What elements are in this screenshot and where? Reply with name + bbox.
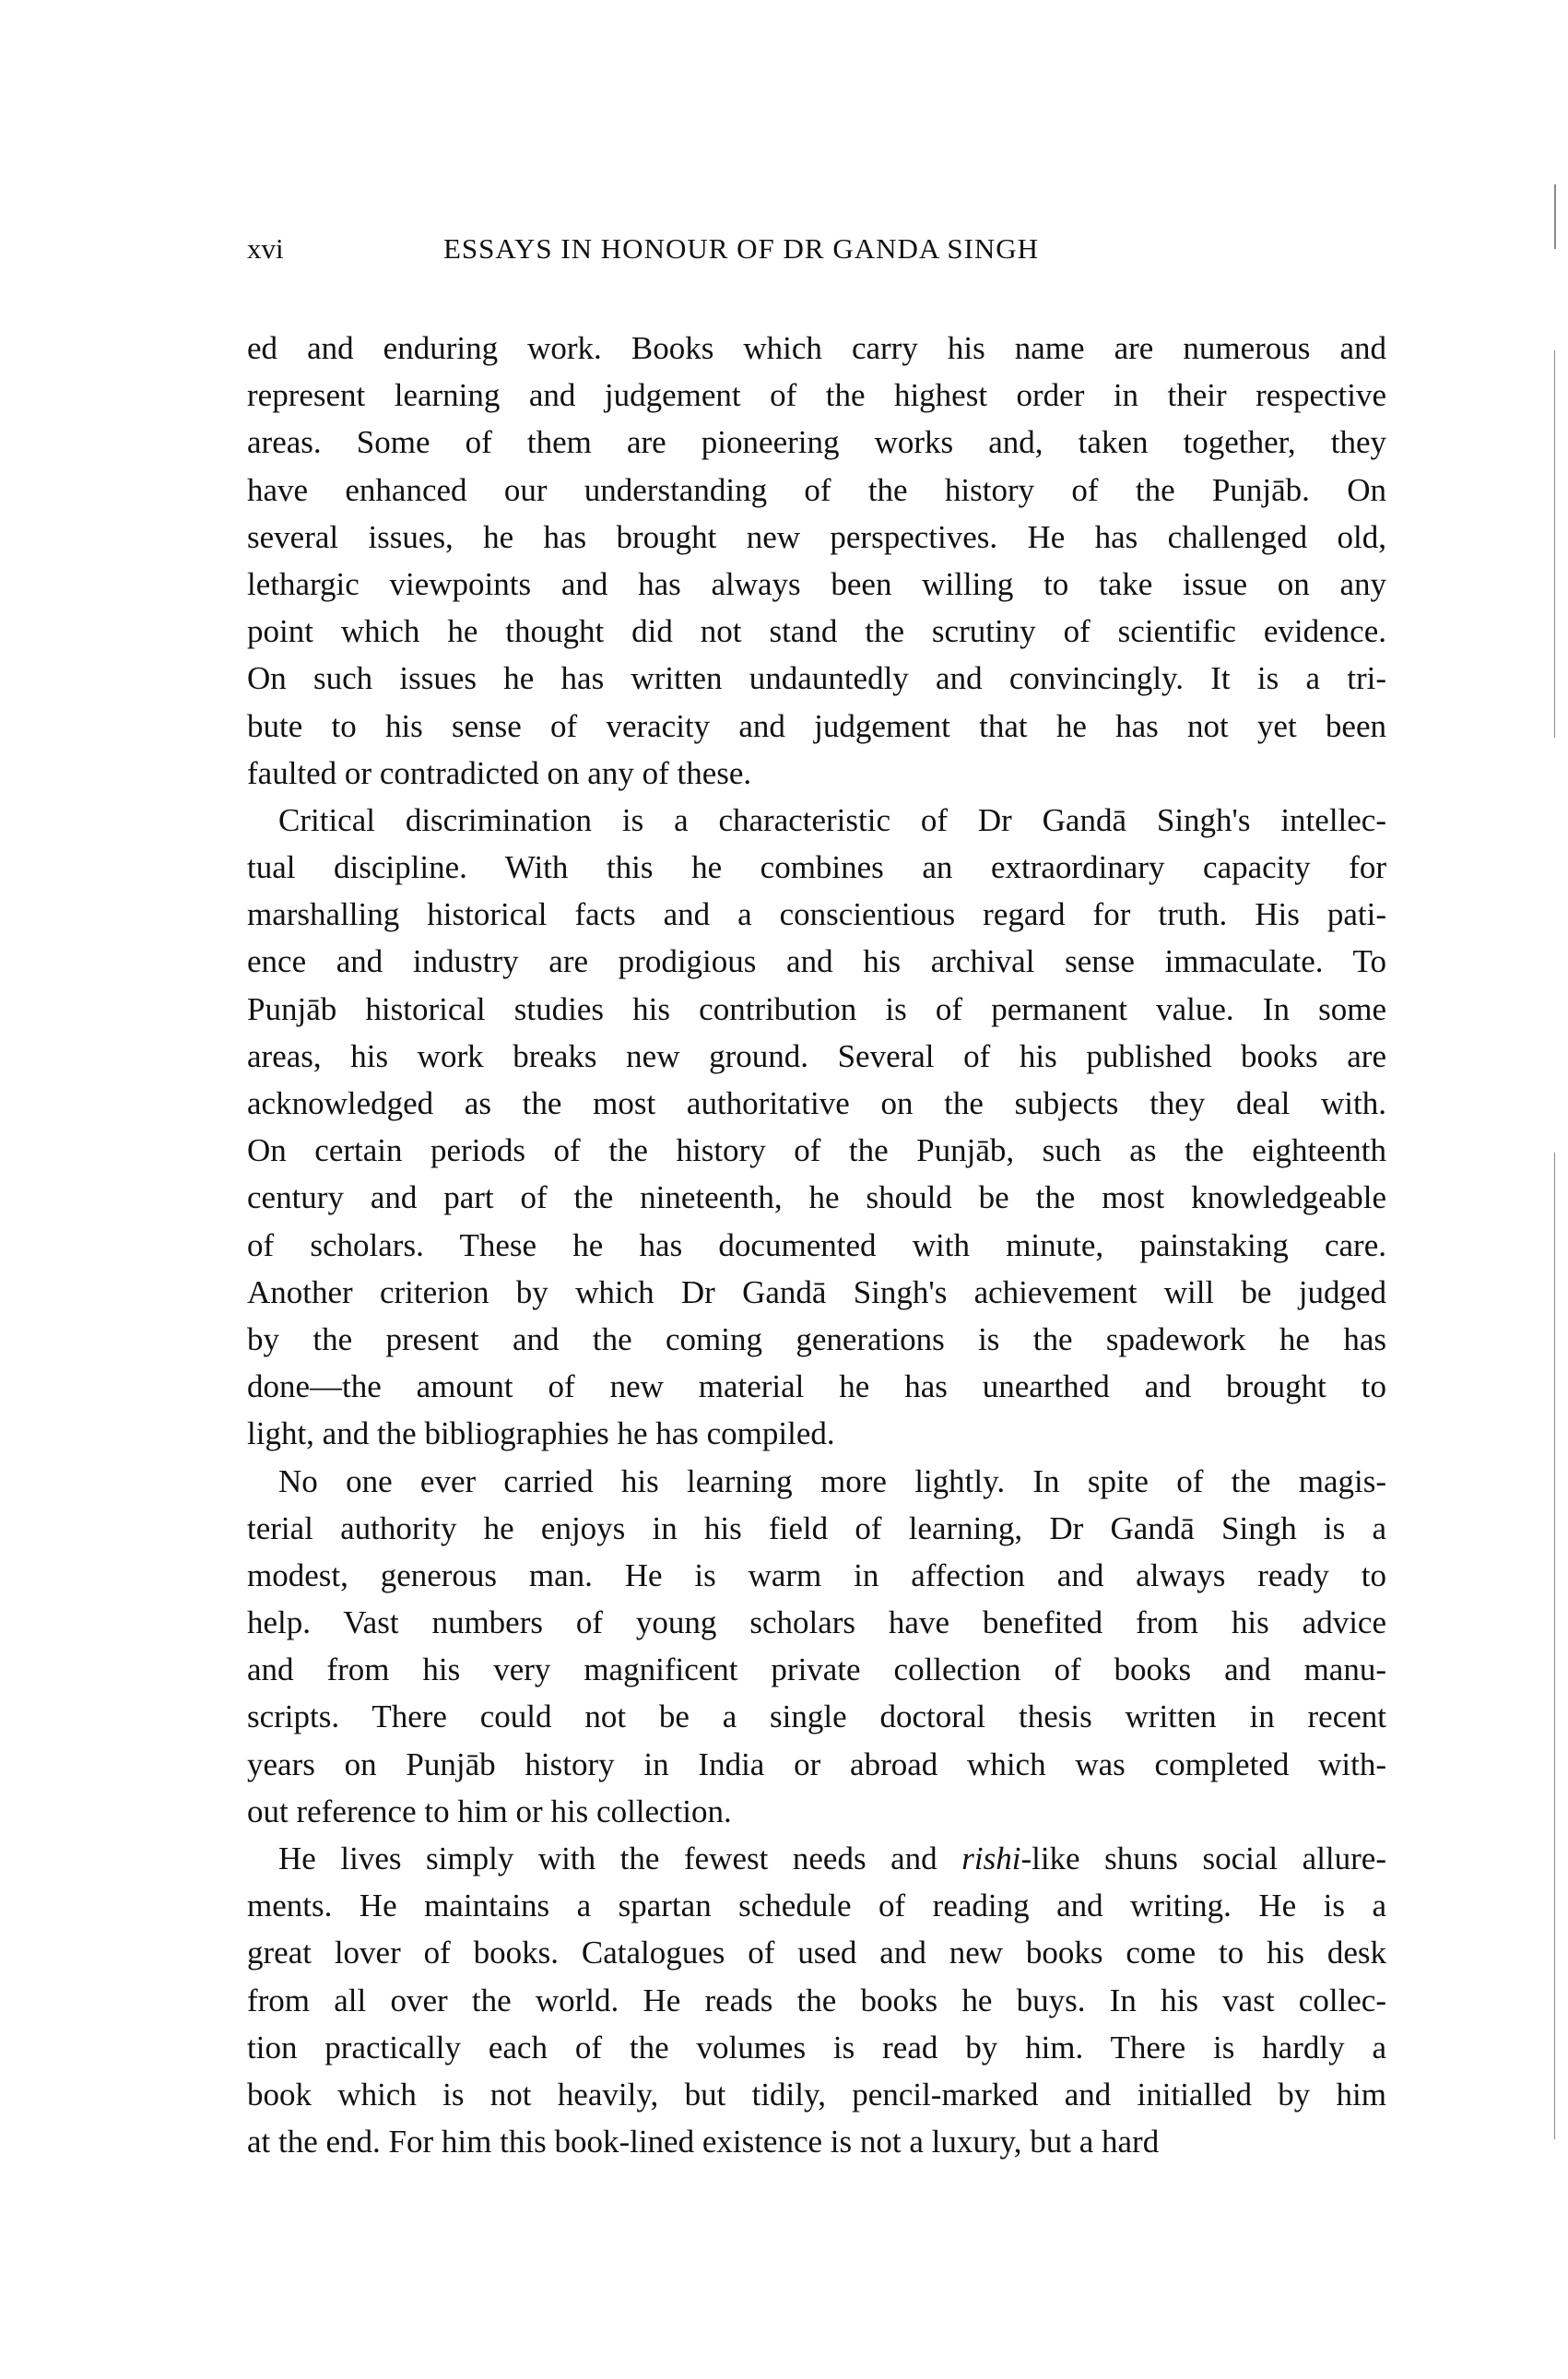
line-text: and from his very magnificent private collection of books and manu- <box>247 1651 1386 1688</box>
text-line <box>247 1127 1386 1174</box>
line-text: from all over the world. He reads the books he buys. In his vast collec- <box>247 1982 1386 2018</box>
line-text: have enhanced our understanding of the history of the Punjāb. On <box>247 471 1386 508</box>
text-line <box>247 1505 1386 1552</box>
text-line <box>247 1977 1386 2024</box>
line-text: tual discipline. With this he combines an extraordinary capacity for <box>247 849 1386 886</box>
scan-edge-mark <box>1554 184 1556 249</box>
line-text: marshalling historical facts and a conscientious regard for truth. His pati- <box>247 896 1386 933</box>
line-text: great lover of books. Catalogues of used and new books come to his desk <box>247 1935 1386 1971</box>
text-line <box>247 1552 1386 1599</box>
line-text: areas. Some of them are pioneering works and, taken together, they <box>247 424 1386 461</box>
line-text: Another criterion by which Dr Gandā Singh's achievement will be judged <box>247 1273 1386 1310</box>
paragraph <box>247 1835 1386 2165</box>
page-header <box>247 232 1386 273</box>
text-line <box>247 1458 1386 1505</box>
text-segment: He lives simply with the fewest needs and <box>278 1840 962 1876</box>
text-line <box>247 467 1386 514</box>
text-line <box>247 1693 1386 1740</box>
line-text: No one ever carried his learning more lightly. In spite of the magis- <box>278 1462 1386 1499</box>
text-line <box>247 703 1386 750</box>
text-line <box>247 2071 1386 2118</box>
text-line <box>247 419 1386 466</box>
text-line <box>247 372 1386 419</box>
text-line <box>247 608 1386 655</box>
line-text: On certain periods of the history of the Punjāb, such as the eighteenth <box>247 1132 1386 1169</box>
line-text: modest, generous man. He is warm in affection and always ready to <box>247 1556 1386 1593</box>
line-text: done—the amount of new material he has unearthed and brought to <box>247 1368 1386 1405</box>
text-line <box>247 1033 1386 1080</box>
text-line <box>247 938 1386 985</box>
italic-term: rishi <box>961 1840 1021 1876</box>
running-title: ESSAYS IN HONOUR OF DR GANDA SINGH <box>443 232 1040 265</box>
paragraph <box>247 1458 1386 1836</box>
text-line <box>247 1174 1386 1221</box>
line-text: acknowledged as the most authoritative on the subjects they deal with. <box>247 1085 1386 1121</box>
text-segment: -like shuns social allure- <box>1020 1840 1386 1876</box>
line-text: at the end. For him this book-lined existence is not a luxury, but a hard <box>247 2124 1160 2160</box>
text-line <box>247 1080 1386 1127</box>
paragraph <box>247 325 1386 797</box>
line-text: ed and enduring work. Books which carry his name are numerous and <box>247 330 1386 366</box>
scan-edge-mark <box>1554 350 1555 738</box>
line-text: terial authority he enjoys in his field of learning, Dr Gandā Singh is a <box>247 1509 1386 1546</box>
line-text: tion practically each of the volumes is read by him. There is hardly a <box>247 2029 1386 2065</box>
text-line <box>247 797 1386 844</box>
text-line <box>247 986 1386 1033</box>
line-text: lethargic viewpoints and has always been willing to take issue on any <box>247 565 1386 602</box>
text-line <box>247 514 1386 561</box>
text-line <box>247 1316 1386 1363</box>
line-text: light, and the bibliographies he has compiled. <box>247 1415 835 1452</box>
scan-edge-mark <box>1554 1153 1555 2139</box>
line-text: book which is not heavily, but tidily, pencil-marked and initialled by him <box>247 2076 1386 2113</box>
text-line <box>247 655 1386 702</box>
text-line <box>247 2024 1386 2071</box>
text-line <box>247 325 1386 372</box>
text-line <box>247 1929 1386 1976</box>
line-text: Critical discrimination is a characteristic of Dr Gandā Singh's intellec- <box>278 801 1386 838</box>
page-number: xvi <box>247 232 284 265</box>
text-line <box>247 1835 1386 1882</box>
line-text: out reference to him or his collection. <box>247 1793 732 1829</box>
line-text: scripts. There could not be a single doctoral thesis written in recent <box>247 1698 1386 1735</box>
line-text: On such issues he has written undauntedly and convincingly. It is a tri- <box>247 660 1386 697</box>
line-text: areas, his work breaks new ground. Several of his published books are <box>247 1037 1386 1074</box>
line-text: century and part of the nineteenth, he should be the most knowledgeable <box>247 1179 1386 1216</box>
line-text: represent learning and judgement of the highest order in their respective <box>247 377 1386 414</box>
line-text: help. Vast numbers of young scholars have benefited from his advice <box>247 1604 1386 1641</box>
text-line <box>247 1269 1386 1316</box>
text-line <box>247 844 1386 891</box>
text-line <box>247 1646 1386 1693</box>
text-line <box>247 1788 1386 1835</box>
paragraph <box>247 797 1386 1458</box>
line-text: point which he thought did not stand the scrutiny of scientific evidence. <box>247 613 1386 650</box>
line-text: ence and industry are prodigious and his archival sense immaculate. To <box>247 943 1386 980</box>
line-text: by the present and the coming generations is the spadework he has <box>247 1320 1386 1357</box>
line-text: several issues, he has brought new perspectives. He has challenged old, <box>247 518 1386 555</box>
line-text: years on Punjāb history in India or abroad which was completed with- <box>247 1746 1386 1782</box>
line-text: faulted or contradicted on any of these. <box>247 754 752 791</box>
text-line <box>247 1363 1386 1410</box>
text-line <box>247 1599 1386 1646</box>
line-text: ments. He maintains a spartan schedule of reading and writing. He is a <box>247 1888 1386 1924</box>
text-line <box>247 1882 1386 1929</box>
text-line <box>247 2118 1386 2165</box>
line-text: of scholars. These he has documented with minute, painstaking care. <box>247 1226 1386 1263</box>
text-line <box>247 1222 1386 1269</box>
line-text: bute to his sense of veracity and judgement that he has not yet been <box>247 707 1386 744</box>
line-text: Punjāb historical studies his contribution is of permanent value. In some <box>247 990 1386 1027</box>
text-line <box>247 561 1386 608</box>
text-line <box>247 1741 1386 1788</box>
body-text <box>247 325 1386 2165</box>
text-line <box>247 1410 1386 1457</box>
text-line <box>247 750 1386 797</box>
text-line <box>247 891 1386 938</box>
